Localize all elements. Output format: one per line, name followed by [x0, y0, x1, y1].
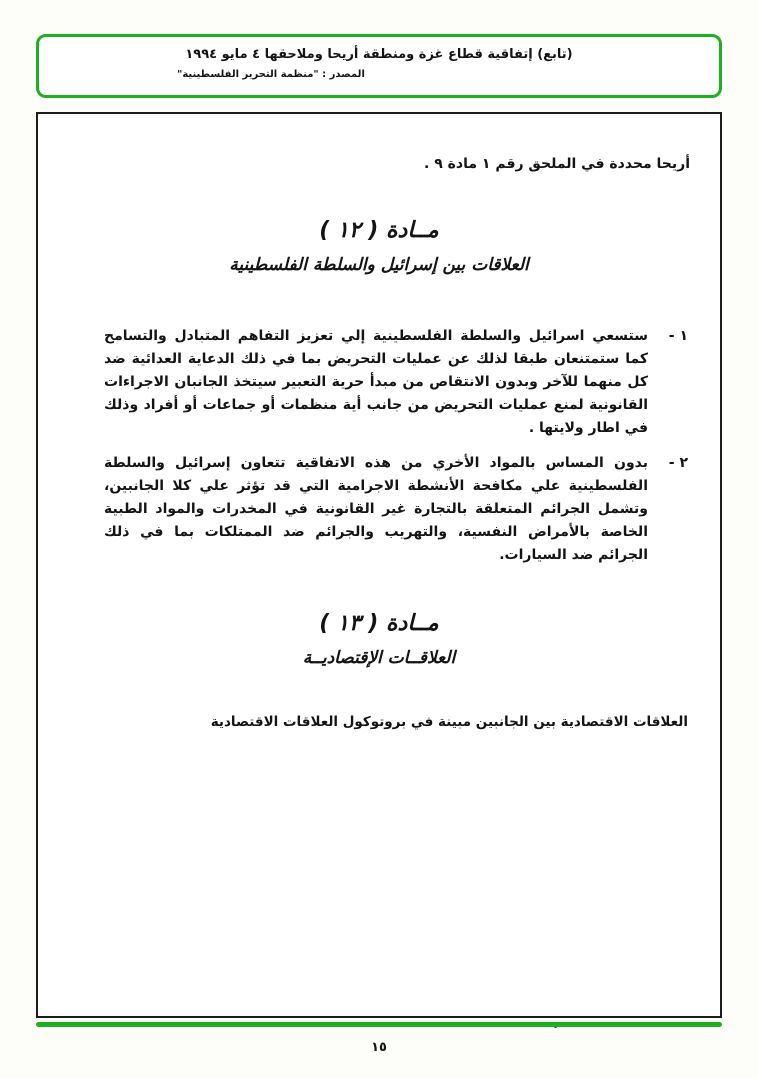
- clause-2-number: ٢ -: [668, 455, 688, 471]
- article-12-clause-2: [38, 452, 720, 567]
- header-title: (تابع) إتفاقية قطاع غزة ومنطقة أريحا وملاحقها ٤ مايو ١٩٩٤: [185, 47, 573, 62]
- article-12-title: مــادة ( ١٢ ): [319, 218, 439, 243]
- clause-1-number: ١ -: [668, 328, 688, 344]
- article-12-subtitle: العلاقات بين إسرائيل والسلطة الفلسطينية: [229, 255, 529, 275]
- header-source: المصدر : "منظمة التحرير الفلسطينية": [177, 69, 365, 80]
- article-13-subtitle: العلاقــات الإقتصاديــة: [302, 648, 456, 668]
- footer-divider: [36, 1022, 722, 1027]
- article-13-title: مــادة ( ١٣ ): [319, 611, 439, 636]
- intro-line: أريحا محددة في الملحق رقم ١ مادة ٩ .: [424, 156, 690, 172]
- article-13-body: العلاقات الاقتصادية بين الجانبين مبينة في بروتوكول العلاقات الاقتصادية: [210, 714, 688, 730]
- clause-2-text: بدون المساس بالمواد الأخري من هذه الاتفاقية تتعاون إسرائيل والسلطة الفلسطينية علي مكافحة الأنشطة الاجرامية التي قد تؤثر علي كلا الجانبين، وتشمل الجرائم المتعلقة بالتجارة غير القانونية في المخدرات والمواد الطبية الخاصة بالأمراض النفسية، والتهريب والجرائم ضد الممتلكات بما في ذلك الجرائم ضد السيارات.: [104, 455, 648, 563]
- content-box: [36, 112, 722, 1018]
- header-box: [36, 34, 722, 98]
- article-12-clause-1: [38, 325, 720, 440]
- clause-1-text: ستسعي اسرائيل والسلطة الفلسطينية إلي تعزيز التفاهم المتبادل والتسامح كما ستمتنعان طبقا لذلك عن عمليات التحريض بما في ذلك الدعاية العدائية ضد كل منهما للآخر وبدون الانتقاص من مبدأ حرية التعبير سيتخذ الجانبان الاجراءات القانونية لمنع عمليات التحريض من جانب أية منظمات أو جماعات أو أفراد وذلك في اطار ولايتها .: [104, 328, 648, 436]
- page-number: ١٥: [371, 1040, 387, 1055]
